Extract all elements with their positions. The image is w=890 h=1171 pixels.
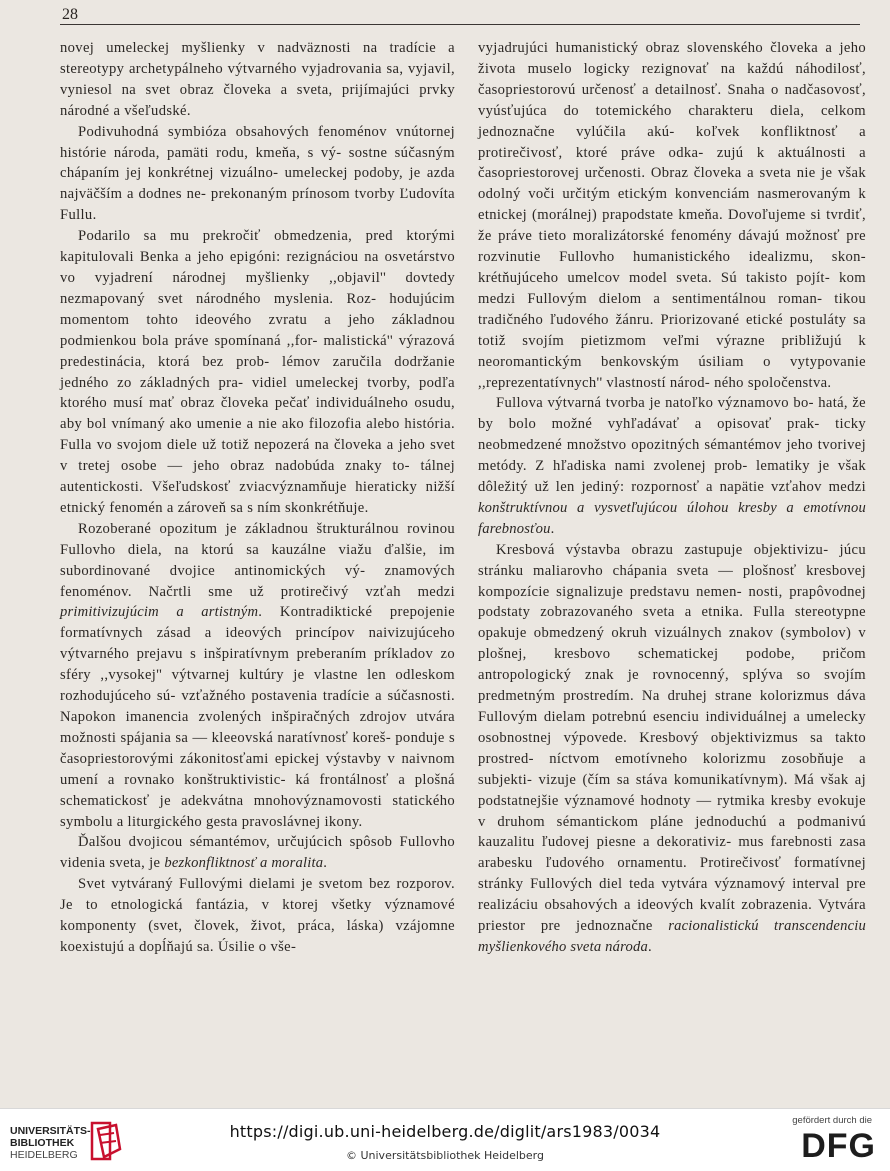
- sponsor-text: gefördert durch die: [792, 1115, 872, 1126]
- paragraph: novej umeleckej myšlienky v nadväznosti na tradície a stereotypy archetypálneho výtvarného vyjadrovania sa, vyjavil, vyniesol na svet obraz človeka a sveta, prijímajúci prvky národné a všeľudské.: [60, 40, 455, 119]
- university-name-line: HEIDELBERG: [10, 1149, 78, 1161]
- paragraph: Ďalšou dvojicou sémantémov, určujúcich spôsob Fullovho videnia sveta, je bezkonfliktnosť a moralita.: [60, 834, 455, 872]
- viewer-footer: [0, 1108, 890, 1171]
- paragraph: Rozoberané opozitum je základnou štrukturálnou rovinou Fullovho diela, na ktorú sa kauzálne viažu ďalšie, im subordinované dvojice antinomických vý- znamových fenoménov. Načrtli sme už protirečivý vzťah medzi primitivizujúcim a artistným. Kontradiktické prepojenie formatívnych zásad a ideových princípov naivizujúceho výtvarného prejavu s inšpiratívnym preberaním príkladov zo sféry ,,vysokej'' výtvarnej kultúry je vlastne len odleskom rozhodujúceho sú- vzťažného postavenia tradície a súčasnosti. Napokon imanencia zvolených inšpiračných zdrojov utvára možnosti spájania sa — kleeovská naratívnosť koreš- ponduje s časopriestorovými zákonitosťami epickej výstavby v naivnom umení a rovnako konštruktivistic- ká frontálnosť a plošná schematickosť je adekvátna mnohovýznamovosti statického symbolu a liturgického gesta pravoslávnej ikony.: [60, 520, 455, 830]
- paragraph: vyjadrujúci humanistický obraz slovenského človeka a jeho života muselo logicky rezignovať na každú náhodilosť, časopriestorovú určenosť a detailnosť. Snaha o nadčasovosť, vyúsťujúca do totemického charakteru diela, celkom jednoznačne vylúčila akú- koľvek konfliktnosť a protirečivosť, ktoré práve odka- zujú k aktuálnosti a časopriestorovej určenosti. Obraz človeka a sveta nie je však odolný voči určitým etickým konvenciám nasmerovaným k etnickej (morálnej) prapodstate kmeňa. Dovoľujeme si tvrdiť, že práve tieto moralizátorské fenomény dávajú možnosť pre rozvinutie Fullovho humanistického idealizmu, skon- krétňujúceho umelcov model sveta. Sú takisto pojít- kom medzi Fullovým dielom a sentimentálnou roman- tikou tradičného ľudového žánru. Priorizované etické postuláty sa totiž svojím pietizmom veľmi výrazne približujú k neoromantickým benkovským úsiliam o vytypovanie ,,reprezentatívnych'' vlastností národ- ného spoločenstva.: [478, 40, 866, 391]
- document-url-link[interactable]: https://digi.ub.uni-heidelberg.de/diglit/ars1983/0034: [229, 1122, 661, 1141]
- paragraph: Svet vytváraný Fullovými dielami je svetom bez rozporov. Je to etnologická fantázia, v ktorej všetky významové komponenty (svet, človek, život, práca, láska) vzájomne koexistujú a dopĺňajú sa. Úsilie o vše-: [60, 876, 455, 955]
- university-name-line: UNIVERSITÄTS-: [10, 1125, 91, 1137]
- emphasis: konštruktívnou a vysvetľujúcou úlohou kresby a emotívnou farebnosťou: [478, 499, 866, 537]
- paragraph: Podarilo sa mu prekročiť obmedzenia, pred ktorými kapitulovali Benka a jeho epigóni: rezignáciou na osvetárstvo vo vyjadrení národnej myšlienky ,,objavil'' dovtedy nezmapovaný svet národného myslenia. Roz- hodujúcim momentom tohto ideového zvratu a jeho základnou podmienkou bola práve spomínaná ,,for- malistická'' výrazová predestinácia, ktorá bez prob- lémov zaručila dodržanie jedného zo základných pra- vidiel umeleckej tvorby, podľa ktorého musí mať obraz človeka pečať individuálneho osudu, aby bol vnímaný ako umenie a nie ako filozofia alebo história. Fulla vo svojom diele už totiž nepozerá na človeka a jeho svet v tretej osobe — jeho obraz nadobúda znaky to- tálnej autentickosti. Všeľudskosť zviacvýznamňuje hieraticky nižší etnický fenomén a zároveň sa s ním skonkrétňuje.: [60, 228, 455, 516]
- dfg-logo: DFG: [801, 1127, 876, 1165]
- paragraph: Kresbová výstavba obrazu zastupuje objektivizu- júcu stránku maliarovho chápania sveta — plošnosť kresbovej kompozície signalizuje predstavu nemen- nosti, prapôvodnej podstaty zobrazovaného sveta a etnika. Fulla stereotypne opakuje obmedzený okruh vizuálnych znakov (symbolov) v plošnej, kresbovo schematickej podobe, pričom antropologický znak je rovnocenný, splýva so svojím predmetným prostredím. Na druhej strane kolorizmus dáva Fullovým dielam potrebnú esenciu individuálnej a umelecky osobnostnej výpovede. Kresbový objektivizmus sa takto prostred- níctvom emotívneho kolorizmu zosobňuje a subjekti- vizuje (čím sa stáva komunikatívnym). Má však aj podstatnejšie významové hodnoty — rytmika kresby evokuje v druhom sémantickom pláne jednoduchú a podmanivú kauzalitu ľudovej piesne a dekorativiz- mus farebnosti zasa arabesku ľudového ornamentu. Protirečivosť formatívnej stránky Fullových diel teda vytvára významový interval pre realizáciu obsahových a ideových kvalít zobrazenia. Vytvára priestor pre jednoznačne racionalistickú transcendenciu myšlienkového sveta národa.: [478, 541, 866, 955]
- emphasis: bezkonfliktnosť a moralita: [164, 855, 324, 872]
- university-name-line: BIBLIOTHEK: [10, 1137, 75, 1149]
- copyright-notice: © Universitätsbibliothek Heidelberg: [345, 1149, 544, 1162]
- right-column: [478, 38, 866, 958]
- left-column: [60, 38, 455, 958]
- page-number: 28: [62, 6, 78, 23]
- paragraph: Podivuhodná symbióza obsahových fenoménov vnútornej histórie národa, pamäti rodu, kmeňa, s vý- sostne súčasným chápaním jej konkrétnej vizuálno- umeleckej podoby, je azda najväčším a dodnes ne- prekonaným prínosom tvorby Ľudovíta Fullu.: [60, 123, 455, 224]
- dfg-sponsor[interactable]: [766, 1115, 876, 1164]
- emphasis: primitivizujúcim a artistným: [60, 604, 259, 621]
- paragraph: Fullova výtvarná tvorba je natoľko významovo bo- hatá, že by bolo možné vyhľadávať a opisovať prak- ticky neobmedzené množstvo opozitných sémantémov jeho tvorivej metódy. Z hľadiska nami zvolenej prob- lematiky je však dôležitý už len jediný: rozpornosť a napätie vzťahov medzi konštruktívnou a vysvetľujúcou úlohou kresby a emotívnou farebnosťou.: [478, 395, 866, 537]
- emphasis: racionalistickú transcendenciu myšlienkového sveta národa: [478, 918, 866, 955]
- header-rule: [60, 24, 860, 25]
